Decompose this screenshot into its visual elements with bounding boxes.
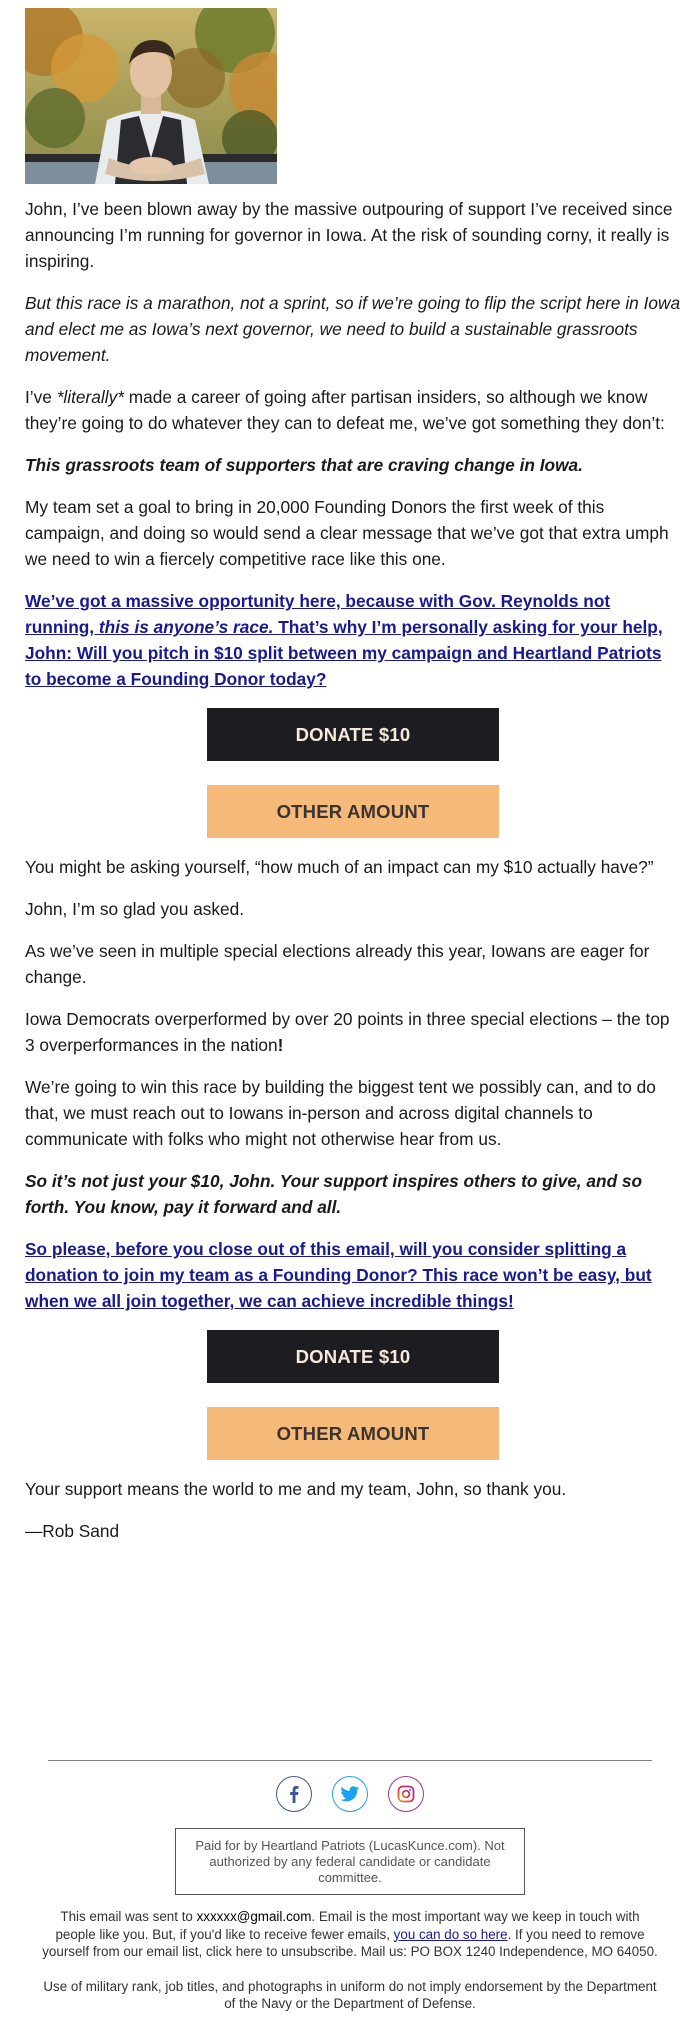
recipient-email: xxxxxx@gmail.com [196,1909,312,1924]
footer-email-notice: This email was sent to xxxxxx@gmail.com. Email is the most important way we keep in touch with people like you. But, if you'd like to receive fewer emails, you can do so here. If you need to remove yourself from our email list, click here to unsubscribe. Mail us: PO BOX 1240 Independence, MO 64050. [42,1909,658,1959]
literally-emphasis: *literally* [56,387,124,407]
military-disclaimer: Use of military rank, job titles, and photographs in uniform do not imply endorsement by the Department of the Navy or the Department of Defense. [43,1978,657,2011]
paragraph-grassroots: This grassroots team of supporters that are craving change in Iowa. [25,455,583,475]
footer-text [40,1908,660,2013]
button-group-1 [25,708,681,838]
other-amount-button[interactable]: OTHER AMOUNT [207,785,499,838]
paragraph-pay-forward: So it’s not just your $10, John. Your support inspires others to give, and so forth. You know, pay it forward and all. [25,1171,643,1217]
paid-for-disclaimer: Paid for by Heartland Patriots (LucasKunce.com). Not authorized by any federal candidate or candidate committee. [175,1828,525,1895]
paragraph-overperformed: Iowa Democrats overperformed by over 20 points in three special elections – the top 3 overperformances in the nation! [25,1009,670,1055]
fewer-emails-link[interactable]: you can do so here [393,1926,508,1942]
donate-10-button[interactable]: DONATE $10 [207,1330,499,1383]
cta-paragraph-2 [25,1236,681,1314]
twitter-icon[interactable] [332,1776,368,1812]
footer-divider [48,1760,652,1761]
button-group-2 [25,1330,681,1460]
paragraph-impact: You might be asking yourself, “how much of an impact can my $10 actually have?” [25,857,654,877]
email-footer [0,1760,700,2030]
paragraph-goal: My team set a goal to bring in 20,000 Founding Donors the first week of this campaign, and doing so would send a clear message that we’ve got that extra umph we need to win a fiercely competitive race like this one. [25,497,669,569]
cta-link-founding-donor[interactable]: We’ve got a massive opportunity here, because with Gov. Reynolds not running, this is anyone’s race. That’s why I’m personally asking for your help, John: Will you pitch in $10 split between my campaign and Heartland Patriots to become a Founding Donor today? [25,591,663,689]
paragraph-big-tent: We’re going to win this race by building the biggest tent we possibly can, and to do that, we must reach out to Iowans in-person and across digital channels to communicate with folks who might not otherwise hear from us. [25,1077,656,1149]
cta-paragraph-1 [25,588,681,692]
paragraph-glad: John, I’m so glad you asked. [25,899,245,919]
candidate-photo [25,8,277,184]
paragraph-thank-you: Your support means the world to me and my team, John, so thank you. [25,1479,567,1499]
signoff: —Rob Sand [25,1521,120,1541]
cta-link-join-team[interactable]: So please, before you close out of this email, will you consider splitting a donation to join my team as a Founding Donor? This race won’t be easy, but when we all join together, we can achieve incredible things! [25,1239,652,1311]
instagram-icon[interactable] [388,1776,424,1812]
paragraph-marathon: But this race is a marathon, not a sprint, so if we’re going to flip the script here in Iowa and elect me as Iowa’s next governor, we need to build a sustainable grassroots movement. [25,293,681,365]
paragraph-special-elections: As we’ve seen in multiple special elections already this year, Iowans are eager for change. [25,941,650,987]
other-amount-button[interactable]: OTHER AMOUNT [207,1407,499,1460]
social-links [0,1776,700,1812]
paragraph-insiders: I’ve *literally* made a career of going after partisan insiders, so although we know they’re going to do whatever they can to defeat me, we’ve got something they don’t: [25,387,665,433]
facebook-icon[interactable] [276,1776,312,1812]
donate-10-button[interactable]: DONATE $10 [207,708,499,761]
paragraph-intro: John, I’ve been blown away by the massive outpouring of support I’ve received since announcing I’m running for governor in Iowa. At the risk of sounding corny, it really is inspiring. [25,199,673,271]
email-content [25,196,681,1560]
